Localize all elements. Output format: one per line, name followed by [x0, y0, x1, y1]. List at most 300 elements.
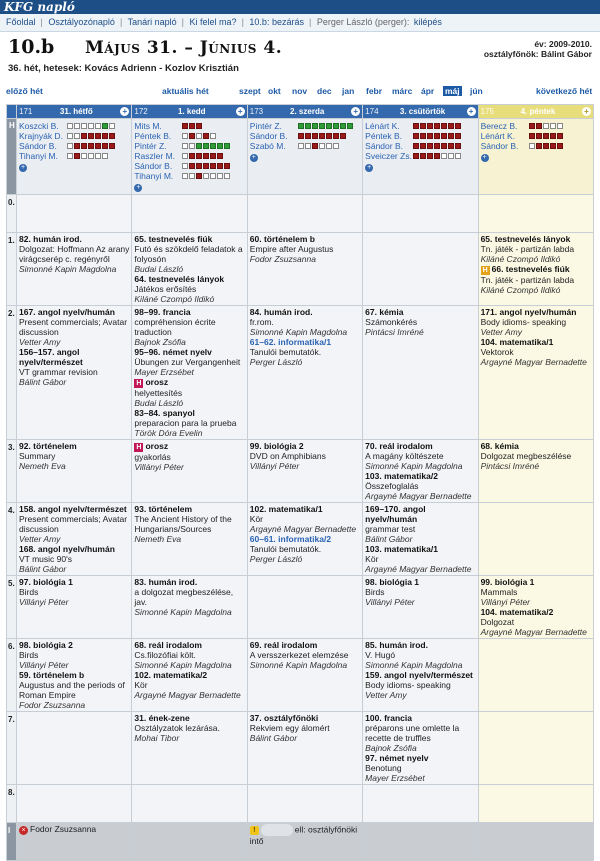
lesson-teacher: Argayné Magyar Bernadette — [480, 627, 587, 637]
lesson-title[interactable]: 82. humán irod. — [19, 234, 82, 244]
absence-mark — [74, 153, 80, 159]
absence-mark — [319, 143, 325, 149]
lesson-cell[interactable] — [478, 576, 593, 639]
lesson-title[interactable]: 65. testnevelés lányok — [480, 234, 571, 244]
day-name: 4. péntek — [520, 107, 556, 116]
lesson-title[interactable]: 65. testnevelés fiúk — [134, 234, 213, 244]
absence-line — [19, 151, 129, 161]
lesson-cell[interactable] — [17, 306, 132, 440]
lesson-title[interactable]: 97. biológia 1 — [19, 577, 73, 587]
lesson-teacher: Simonné Kapin Magdolna — [365, 660, 463, 670]
absence-mark — [102, 133, 108, 139]
substitution-badge: H — [482, 267, 488, 274]
absence-mark — [326, 123, 332, 129]
lesson-title[interactable]: 67. kémia — [365, 307, 404, 317]
lesson-title[interactable]: 156–157. angol nyelv/természet — [19, 347, 83, 367]
absence-mark — [189, 153, 195, 159]
day-name: 1. kedd — [177, 107, 206, 116]
lesson-title[interactable]: 171. angol nyelv/humán — [480, 307, 577, 317]
absence-mark — [413, 143, 419, 149]
lesson-teacher: Villányi Péter — [365, 597, 415, 607]
lesson-teacher: Simonné Kapin Magdolna — [134, 607, 232, 617]
lesson-title[interactable]: 61–62. informatika/1 — [249, 337, 332, 347]
lesson-cell[interactable] — [247, 195, 362, 233]
lesson-title[interactable]: 95–96. német nyelv — [134, 347, 212, 357]
lesson-topic: Osztályzatok lezárása. — [134, 723, 220, 733]
absence-mark — [196, 143, 202, 149]
lesson-teacher: Simonné Kapin Magdolna — [19, 264, 117, 274]
lesson-title[interactable]: 158. angol nyelv/természet — [19, 504, 127, 514]
absence-mark — [109, 123, 115, 129]
absence-mark — [210, 153, 216, 159]
class-name: 10.b — [8, 36, 55, 58]
absence-mark — [333, 143, 339, 149]
absence-mark — [543, 133, 549, 139]
absence-mark — [550, 143, 556, 149]
lesson-title[interactable]: H 66. testnevelés fiúk — [482, 264, 570, 274]
add-absence-icon[interactable]: + — [367, 164, 372, 171]
month-link[interactable]: febr — [366, 86, 383, 96]
lesson-cell[interactable] — [17, 195, 132, 233]
lesson-teacher: Kiláné Czompó Ildikó — [134, 294, 215, 304]
lesson-cell[interactable] — [247, 639, 362, 712]
lesson-cell[interactable] — [247, 712, 362, 785]
absence-mark — [196, 133, 202, 139]
lesson-topic: Empire after Augustus — [249, 244, 334, 254]
lesson-title[interactable]: 167. angol nyelv/humán — [19, 307, 115, 317]
absence-mark — [217, 143, 223, 149]
note-cell — [478, 823, 593, 861]
lesson-title[interactable]: H orosz — [136, 441, 169, 451]
absence-line — [365, 141, 475, 151]
lesson-teacher: Fodor Zsuzsanna — [19, 700, 86, 710]
lesson-title[interactable]: H orosz — [136, 377, 169, 387]
lesson-cell[interactable] — [247, 306, 362, 440]
absence-mark — [305, 143, 311, 149]
student-name[interactable]: Tihanyi M. — [134, 171, 174, 181]
absence-line — [481, 121, 591, 131]
absence-mark — [557, 123, 563, 129]
lesson-cell[interactable] — [132, 195, 247, 233]
lesson-cell[interactable] — [363, 306, 478, 440]
lesson-cell[interactable] — [363, 576, 478, 639]
lesson-topic: Vektorok — [480, 347, 514, 357]
absence-mark — [210, 173, 216, 179]
absence-mark — [203, 153, 209, 159]
absence-line — [134, 151, 244, 161]
absence-mark — [109, 133, 115, 139]
day-header — [478, 105, 593, 119]
absence-mark — [543, 143, 549, 149]
menu-separator: | — [40, 17, 43, 27]
lesson-topic: Übungen zur Vergangenheit — [134, 357, 241, 367]
lesson-cell[interactable] — [363, 712, 478, 785]
lesson-title[interactable]: 70. reál irodalom — [365, 441, 433, 451]
lesson-title[interactable]: 93. történelem — [134, 504, 193, 514]
lesson-topic: Tanulói bemutatók. — [249, 347, 322, 357]
absence-mark — [74, 123, 80, 129]
absence-mark — [298, 133, 304, 139]
year-info — [484, 39, 592, 59]
absence-mark — [455, 143, 461, 149]
lesson-cell[interactable] — [17, 639, 132, 712]
add-absence-icon[interactable]: + — [251, 154, 256, 161]
lesson-cell[interactable] — [363, 440, 478, 503]
absence-mark — [298, 123, 304, 129]
absence-mark — [420, 133, 426, 139]
lesson-teacher: Bajnok Zsófia — [134, 337, 186, 347]
lesson-cell[interactable] — [132, 639, 247, 712]
note-cell — [247, 823, 362, 861]
month-link[interactable]: szept — [239, 86, 261, 96]
lesson-topic: Tn. játék - partizán labda — [480, 244, 575, 254]
lesson-teacher: Perger László — [249, 357, 303, 367]
lesson-topic: grammar test — [365, 524, 416, 534]
lesson-title[interactable]: 102. matematika/1 — [249, 504, 323, 514]
lesson-cell[interactable] — [17, 712, 132, 785]
add-absence-icon[interactable]: + — [136, 184, 141, 191]
lesson-cell[interactable] — [247, 785, 362, 823]
absence-mark — [550, 133, 556, 139]
student-name[interactable]: Sándor B. — [480, 141, 519, 151]
remove-note-icon[interactable]: × — [19, 826, 28, 835]
lesson-teacher: Bálint Gábor — [19, 564, 67, 574]
lesson-title[interactable]: 169–170. angol nyelv/humán — [365, 504, 426, 524]
corner-cell — [7, 105, 17, 119]
lesson-topic: préparons une omlette la recette de truffles — [365, 723, 460, 743]
lesson-title[interactable]: 60–61. informatika/2 — [249, 534, 332, 544]
student-name[interactable]: Raszler M. — [134, 151, 176, 161]
absence-mark — [455, 133, 461, 139]
student-name[interactable]: Koszcki B. — [19, 121, 59, 131]
day-header — [17, 105, 132, 119]
lesson-teacher: Fodor Zsuzsanna — [249, 254, 316, 264]
day-header-inner — [481, 106, 591, 117]
absence-line — [19, 121, 129, 131]
absence-mark — [448, 143, 454, 149]
lesson-cell[interactable] — [132, 306, 247, 440]
absence-mark — [203, 163, 209, 169]
absence-line — [19, 131, 129, 141]
lesson-teacher: Kiláné Czompó Ildikó — [480, 285, 561, 295]
lesson-cell[interactable] — [363, 195, 478, 233]
menu-class-close[interactable]: 10.b: bezárás — [249, 17, 304, 27]
lesson-title[interactable]: 83. humán irod. — [134, 577, 198, 587]
lesson-title[interactable]: 103. matematika/1 — [365, 544, 438, 554]
lesson-teacher: Kiláné Czompó Ildikó — [480, 254, 561, 264]
month-link-selected[interactable]: máj — [445, 86, 460, 96]
absence-mark — [81, 153, 87, 159]
menu-fooldal[interactable]: Főoldal — [6, 17, 36, 27]
week-navigation — [0, 84, 600, 98]
lesson-teacher: Villányi Péter — [19, 597, 69, 607]
absence-mark — [95, 133, 101, 139]
add-icon[interactable]: + — [467, 107, 476, 116]
lesson-title[interactable]: 98–99. francia — [134, 307, 191, 317]
day-name: 3. csütörtök — [399, 107, 446, 116]
lesson-cell[interactable] — [478, 712, 593, 785]
lesson-title[interactable]: 98. biológia 1 — [365, 577, 420, 587]
lesson-teacher: Villányi Péter — [19, 660, 69, 670]
absence-mark — [305, 133, 311, 139]
lesson-teacher: Argayné Magyar Bernadette — [249, 524, 357, 534]
menu-separator: | — [119, 17, 123, 27]
menu-separator: | — [308, 17, 312, 27]
lesson-topic: Dolgozat megbeszélése — [480, 451, 572, 461]
lesson-title[interactable]: 37. osztályfőnöki — [249, 713, 319, 723]
lesson-cell[interactable] — [17, 785, 132, 823]
lesson-topic: DVD on Amphibians — [249, 451, 326, 461]
period-number: 0. — [7, 195, 17, 233]
student-name[interactable]: Sándor B. — [19, 141, 57, 151]
absence-mark — [217, 153, 223, 159]
lesson-cell[interactable] — [363, 233, 478, 306]
lesson-cell[interactable] — [17, 503, 132, 576]
note-cell — [132, 823, 247, 861]
student-name[interactable]: Péntek B. — [365, 131, 403, 141]
lesson-cell[interactable] — [478, 785, 593, 823]
lesson-teacher: Simonné Kapin Magdolna — [365, 461, 463, 471]
lesson-topic: Dolgozat — [480, 617, 515, 627]
absence-line — [365, 131, 475, 141]
absence-mark — [434, 123, 440, 129]
absence-mark — [196, 173, 202, 179]
menu-osztalyozonaplo[interactable]: Osztályozónapló — [48, 17, 115, 27]
current-week-link[interactable]: aktuális hét — [162, 86, 209, 96]
lesson-title[interactable]: 92. történelem — [19, 441, 77, 451]
lesson-cell[interactable] — [17, 233, 132, 306]
student-name[interactable]: Sándor B. — [134, 161, 173, 171]
lesson-cell[interactable] — [17, 576, 132, 639]
lesson-cell[interactable] — [132, 576, 247, 639]
absence-mark — [88, 153, 94, 159]
lesson-cell[interactable] — [247, 440, 362, 503]
lesson-title[interactable]: 104. matematika/1 — [480, 337, 554, 347]
month-link[interactable]: dec — [317, 86, 332, 96]
absence-mark — [88, 123, 94, 129]
lesson-cell[interactable] — [478, 195, 593, 233]
lesson-title[interactable]: 68. reál irodalom — [134, 640, 202, 650]
lesson-title[interactable]: 98. biológia 2 — [19, 640, 73, 650]
absence-mark — [448, 153, 454, 159]
absence-mark — [441, 143, 447, 149]
lesson-cell[interactable] — [478, 233, 593, 306]
absence-mark — [196, 153, 202, 159]
lesson-cell[interactable] — [17, 440, 132, 503]
lesson-teacher: Bálint Gábor — [249, 733, 298, 743]
lesson-title[interactable]: 31. ének-zene — [134, 713, 190, 723]
absence-mark — [196, 163, 202, 169]
lesson-topic: Augustus and the periods of Roman Empire — [19, 680, 125, 700]
absence-mark — [536, 143, 542, 149]
absence-line — [481, 141, 591, 151]
next-week-link[interactable]: következő hét — [536, 86, 593, 96]
lesson-cell[interactable] — [478, 440, 593, 503]
substitution-badge: H — [136, 444, 142, 451]
lesson-cell[interactable] — [478, 306, 593, 440]
absence-mark — [326, 143, 332, 149]
student-name[interactable]: Lénárt K. — [480, 131, 516, 141]
absence-mark — [182, 143, 188, 149]
lesson-cell[interactable] — [247, 503, 362, 576]
lesson-title[interactable]: 69. reál irodalom — [249, 640, 318, 650]
student-name[interactable]: Sándor B. — [365, 141, 403, 151]
week-info: 36. hét, hetesek: Kovács Adrienn - Kozlov Krisztián — [8, 63, 239, 74]
lesson-topic: Dolgozat: Hoffmann Az arany virágcserép c. regényről — [19, 244, 130, 264]
lesson-title[interactable]: 68. kémia — [480, 441, 519, 451]
student-name[interactable]: Szabó M. — [249, 141, 286, 151]
absence-mark — [319, 133, 325, 139]
absence-line — [134, 141, 244, 151]
lesson-topic: Kör — [249, 514, 264, 524]
absence-mark — [536, 123, 542, 129]
student-name[interactable]: Pintér Z. — [249, 121, 282, 131]
lesson-cell[interactable] — [132, 503, 247, 576]
student-name[interactable]: Krajnyák D. — [19, 131, 63, 141]
absence-mark — [298, 143, 304, 149]
lesson-cell[interactable] — [478, 639, 593, 712]
lesson-title[interactable]: 100. francia — [365, 713, 412, 723]
add-absence-icon[interactable]: + — [20, 164, 26, 171]
lesson-teacher: Török Dóra Evelin — [134, 428, 203, 438]
lesson-title[interactable]: 64. testnevelés lányok — [134, 274, 225, 284]
absence-line — [134, 131, 244, 141]
absence-mark — [189, 173, 195, 179]
period-number: 2. — [7, 306, 17, 440]
lesson-title[interactable]: 159. angol nyelv/természet — [365, 670, 473, 680]
add-icon[interactable]: + — [351, 107, 360, 116]
absence-mark — [312, 133, 318, 139]
month-link[interactable]: okt — [268, 86, 281, 96]
lesson-title[interactable]: 60. történelem b — [249, 234, 315, 244]
lesson-topic: A versszerkezet elemzése — [249, 650, 349, 660]
substitution-badge: H — [136, 380, 142, 387]
lesson-title[interactable]: 168. angol nyelv/humán — [19, 544, 115, 554]
absence-mark — [413, 123, 419, 129]
lesson-teacher: Perger László — [249, 554, 303, 564]
absence-mark — [67, 153, 73, 159]
lesson-topic: a dolgozat megbeszélése, jav. — [134, 587, 234, 607]
absence-line — [250, 131, 360, 141]
student-name[interactable]: Mits M. — [134, 121, 162, 131]
menu-tanari-naplo[interactable]: Tanári napló — [127, 17, 177, 27]
lesson-title[interactable]: 85. humán irod. — [365, 640, 428, 650]
school-year: év: 2009-2010. — [534, 39, 592, 49]
lesson-teacher: Budai László — [134, 398, 184, 408]
lesson-title[interactable]: 84. humán irod. — [249, 307, 313, 317]
lesson-cell[interactable] — [132, 440, 247, 503]
month-link[interactable]: jan — [342, 86, 355, 96]
absence-mark — [74, 143, 80, 149]
absence-mark — [427, 143, 433, 149]
lesson-teacher: Simonné Kapin Magdolna — [134, 660, 232, 670]
add-icon[interactable]: + — [582, 107, 591, 116]
add-icon[interactable]: + — [120, 107, 129, 116]
menu-ki-felel-ma[interactable]: Ki felel ma? — [189, 17, 237, 27]
absence-line — [250, 121, 360, 131]
lesson-title[interactable]: 99. biológia 2 — [249, 441, 304, 451]
lesson-cell[interactable] — [363, 503, 478, 576]
absence-mark — [420, 123, 426, 129]
absence-mark — [340, 133, 346, 139]
note-cell — [363, 823, 478, 861]
student-name[interactable]: Tihanyi M. — [19, 151, 58, 161]
menu-logout[interactable]: kilépés — [413, 17, 442, 27]
prev-week-link[interactable]: előző hét — [6, 86, 43, 96]
month-link[interactable]: ápr — [421, 86, 435, 96]
lesson-cell[interactable] — [247, 576, 362, 639]
absence-mark — [550, 123, 556, 129]
absence-mark — [420, 153, 426, 159]
lesson-cell[interactable] — [363, 785, 478, 823]
add-absence-icon[interactable]: + — [482, 154, 487, 161]
lesson-cell[interactable] — [363, 639, 478, 712]
lesson-cell[interactable] — [132, 233, 247, 306]
absence-mark — [312, 143, 318, 149]
student-name[interactable]: Lénárt K. — [365, 121, 400, 131]
absence-mark — [224, 163, 230, 169]
lesson-teacher: Mohai Tibor — [134, 733, 180, 743]
lesson-title[interactable]: 99. biológia 1 — [480, 577, 535, 587]
absence-mark — [109, 143, 115, 149]
student-name[interactable]: Péntek B. — [134, 131, 172, 141]
student-name[interactable]: Sándor B. — [249, 131, 288, 141]
lesson-topic: fr.rom. — [249, 317, 274, 327]
month-link[interactable]: jún — [470, 86, 483, 96]
lesson-topic: Számonkérés — [365, 317, 418, 327]
lesson-topic: Summary — [19, 451, 56, 461]
lesson-topic: helyettesítés — [134, 388, 183, 398]
absence-line — [365, 121, 475, 131]
lesson-title[interactable]: 59. történelem b — [19, 670, 85, 680]
student-name[interactable]: Sveiczer Zs. — [365, 151, 412, 161]
day-header-inner — [250, 106, 360, 117]
lesson-cell[interactable] — [132, 785, 247, 823]
lesson-topic: Body idioms- speaking — [480, 317, 567, 327]
absence-mark — [182, 153, 188, 159]
absence-mark — [210, 143, 216, 149]
absence-mark — [529, 143, 535, 149]
lesson-topic: Játékos erősítés — [134, 284, 197, 294]
lesson-title[interactable]: 104. matematika/2 — [480, 607, 554, 617]
day-header — [132, 105, 247, 119]
day-number: 171 — [19, 107, 33, 116]
absence-line — [481, 131, 591, 141]
absence-mark — [74, 133, 80, 139]
lesson-cell[interactable] — [132, 712, 247, 785]
absence-mark — [102, 123, 108, 129]
absence-mark — [189, 123, 195, 129]
absence-mark — [427, 133, 433, 139]
lesson-title[interactable]: 97. német nyelv — [365, 753, 429, 763]
lesson-teacher: Argayné Magyar Bernadette — [480, 357, 587, 367]
absence-mark — [427, 123, 433, 129]
add-icon[interactable]: + — [236, 107, 245, 116]
lesson-title[interactable]: 103. matematika/2 — [365, 471, 438, 481]
lesson-cell[interactable] — [478, 503, 593, 576]
month-link[interactable]: márc — [392, 86, 413, 96]
lesson-teacher: Simonné Kapin Magdolna — [249, 327, 348, 337]
lesson-topic: Body idioms- speaking — [365, 680, 451, 690]
lesson-cell[interactable] — [247, 233, 362, 306]
app-title: KFG napló — [0, 0, 600, 14]
student-name[interactable]: Berecz B. — [480, 121, 518, 131]
lesson-title[interactable]: 102. matematika/2 — [134, 670, 208, 680]
lesson-title[interactable]: 83–84. spanyol — [134, 408, 195, 418]
month-link[interactable]: nov — [292, 86, 308, 96]
student-name[interactable]: Pintér Z. — [134, 141, 167, 151]
lesson-teacher: Bálint Gábor — [19, 377, 67, 387]
